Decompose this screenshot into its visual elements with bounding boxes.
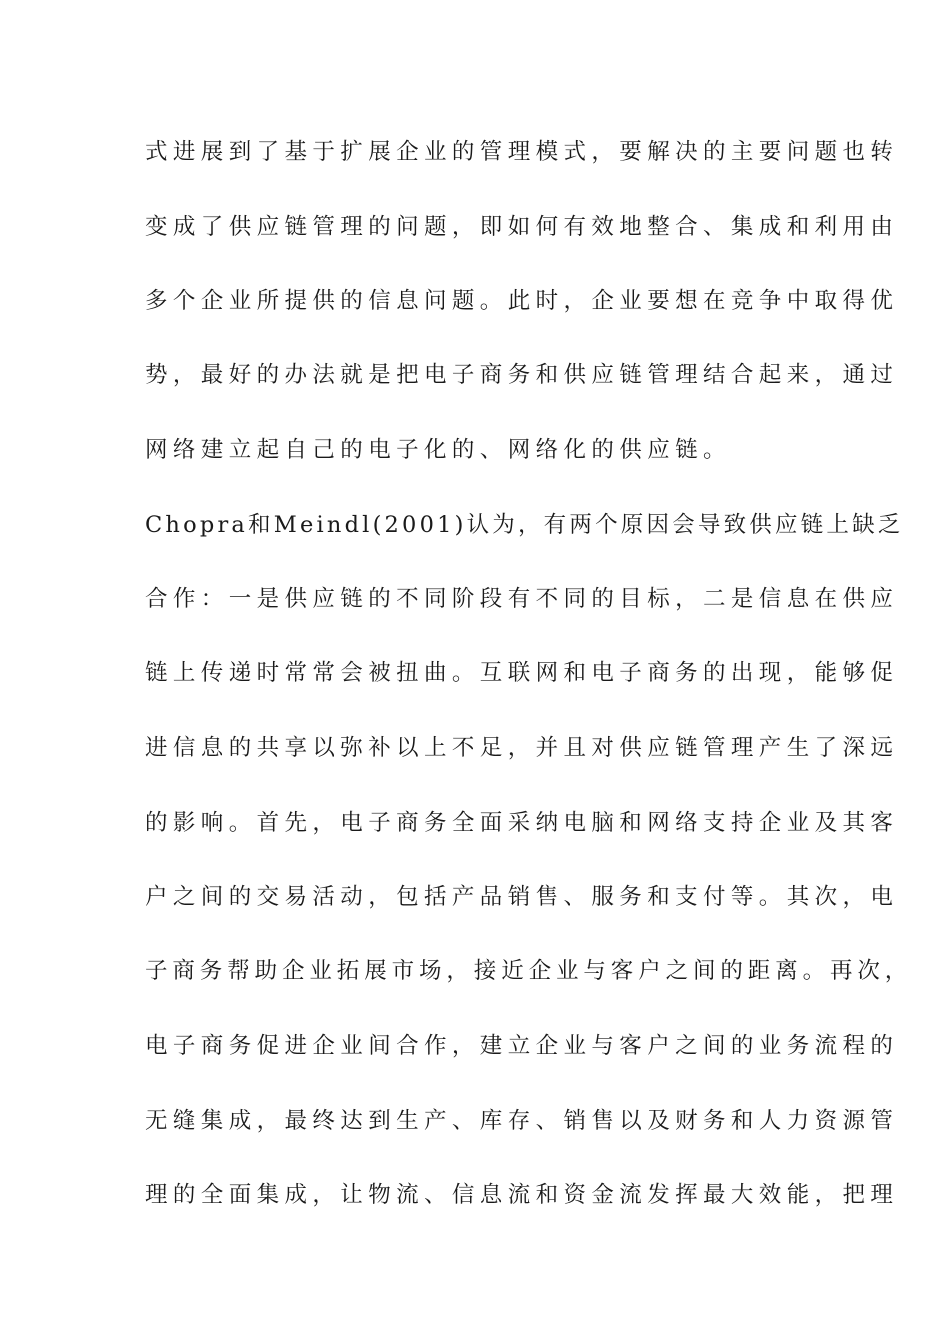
text-line-11: 户之间的交易活动，包括产品销售、服务和支付等。其次，电 <box>145 884 899 910</box>
text-line-10: 的影响。首先，电子商务全面采纳电脑和网络支持企业及其客 <box>145 810 899 836</box>
text-line-1: 式进展到了基于扩展企业的管理模式，要解决的主要问题也转 <box>145 139 899 165</box>
text-line-2: 变成了供应链管理的问题，即如何有效地整合、集成和利用由 <box>145 214 899 240</box>
text-line-7: 合作：一是供应链的不同阶段有不同的目标，二是信息在供应 <box>145 586 899 612</box>
text-line-15: 理的全面集成，让物流、信息流和资金流发挥最大效能，把理 <box>145 1182 899 1208</box>
text-line-6: Chopra和Meindl(2001)认为，有两个原因会导致供应链上缺乏 <box>145 512 904 538</box>
text-line-5: 网络建立起自己的电子化的、网络化的供应链。 <box>145 437 731 463</box>
text-line-3: 多个企业所提供的信息问题。此时，企业要想在竞争中取得优 <box>145 288 899 314</box>
text-line-14: 无缝集成，最终达到生产、库存、销售以及财务和人力资源管 <box>145 1108 899 1134</box>
text-line-4: 势，最好的办法就是把电子商务和供应链管理结合起来，通过 <box>145 362 899 388</box>
text-line-9: 进信息的共享以弥补以上不足，并且对供应链管理产生了深远 <box>145 735 899 761</box>
text-line-8: 链上传递时常常会被扭曲。互联网和电子商务的出现，能够促 <box>145 660 899 686</box>
text-line-13: 电子商务促进企业间合作，建立企业与客户之间的业务流程的 <box>145 1033 899 1059</box>
text-line-12: 子商务帮助企业拓展市场，接近企业与客户之间的距离。再次， <box>145 958 913 984</box>
